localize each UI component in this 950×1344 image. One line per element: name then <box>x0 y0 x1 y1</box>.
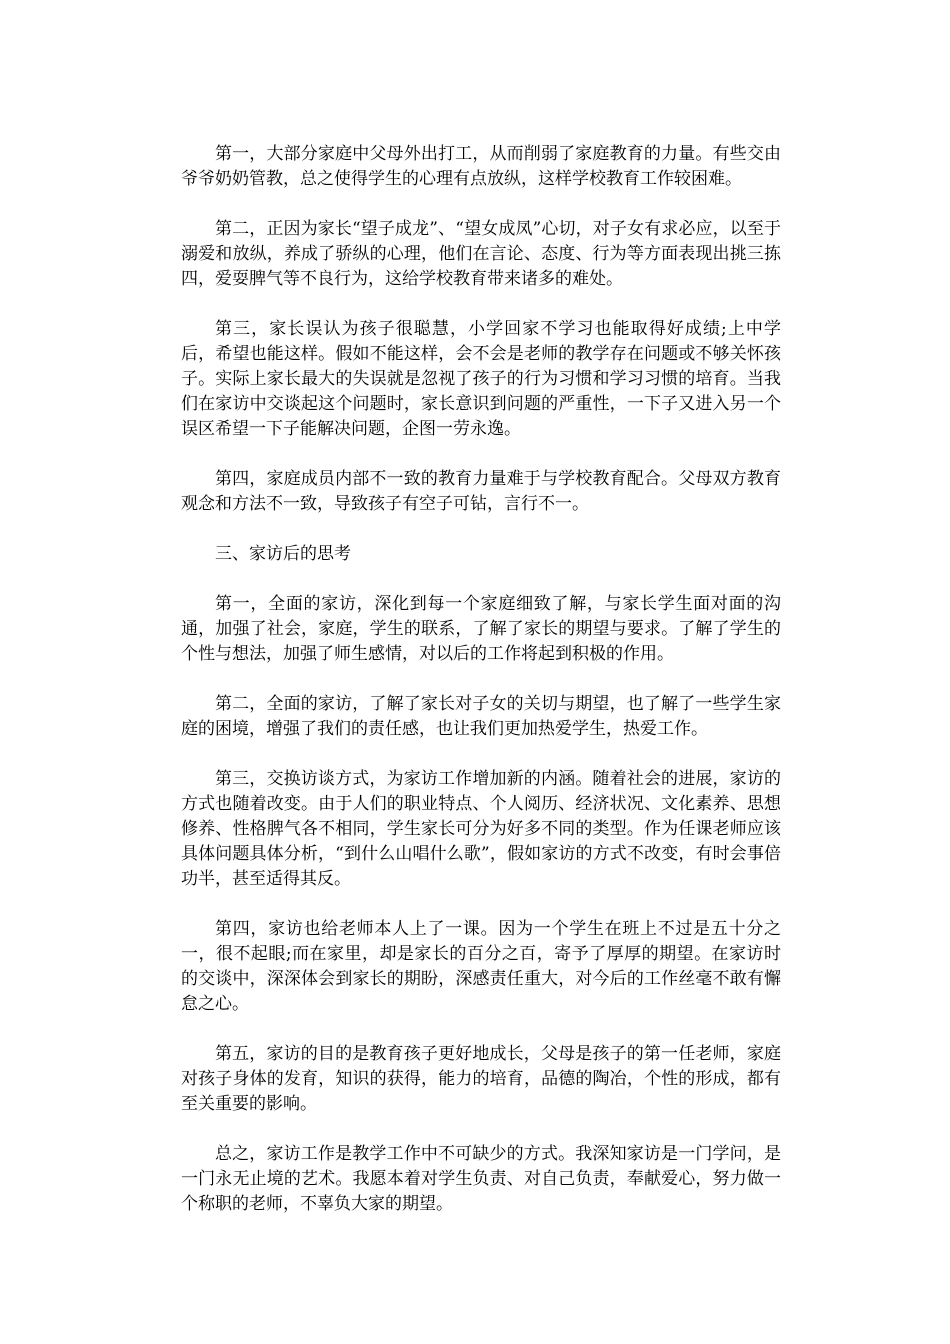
paragraph-reflection-4: 第四，家访也给老师本人上了一课。因为一个学生在班上不过是五十分之一，很不起眼;而在家里，却是家长的百分之百，寄予了厚厚的期望。在家访时的交谈中，深深体会到家长的期盼，深感责任重大，对今后的工作丝毫不敢有懈怠之心。 <box>181 919 781 1014</box>
paragraph-problem-1: 第一，大部分家庭中父母外出打工，从而削弱了家庭教育的力量。有些交由爷爷奶奶管教，总之使得学生的心理有点放纵，这样学校教育工作较困难。 <box>181 144 781 189</box>
paragraph-problem-2: 第二，正因为家长“望子成龙”、“望女成凤”心切，对子女有求必应，以至于溺爱和放纵，养成了骄纵的心理，他们在言论、态度、行为等方面表现出挑三拣四，爱耍脾气等不良行为，这给学校教育带来诸多的难处。 <box>181 219 781 289</box>
paragraph-reflection-5: 第五，家访的目的是教育孩子更好地成长，父母是孩子的第一任老师，家庭对孩子身体的发育，知识的获得，能力的培育，品德的陶冶，个性的形成，都有至关重要的影响。 <box>181 1044 781 1114</box>
paragraph-reflection-1: 第一，全面的家访，深化到每一个家庭细致了解，与家长学生面对面的沟通，加强了社会，家庭，学生的联系，了解了家长的期望与要求。了解了学生的个性与想法，加强了师生感情，对以后的工作将起到积极的作用。 <box>181 594 781 664</box>
paragraph-reflection-3: 第三，交换访谈方式，为家访工作增加新的内涵。随着社会的进展，家访的方式也随着改变。由于人们的职业特点、个人阅历、经济状况、文化素养、思想修养、性格脾气各不相同，学生家长可分为好多不同的类型。作为任课老师应该具体问题具体分析，“到什么山唱什么歌”，假如家访的方式不改变，有时会事倍功半，甚至适得其反。 <box>181 769 781 889</box>
section-heading: 三、家访后的思考 <box>215 544 351 564</box>
paragraph-conclusion: 总之，家访工作是教学工作中不可缺少的方式。我深知家访是一门学问，是一门永无止境的艺术。我愿本着对学生负责、对自己负责，奉献爱心，努力做一个称职的老师，不辜负大家的期望。 <box>181 1144 781 1214</box>
paragraph-problem-4: 第四，家庭成员内部不一致的教育力量难于与学校教育配合。父母双方教育观念和方法不一致，导致孩子有空子可钻，言行不一。 <box>181 469 781 514</box>
paragraph-reflection-2: 第二，全面的家访，了解了家长对子女的关切与期望，也了解了一些学生家庭的困境，增强了我们的责任感，也让我们更加热爱学生，热爱工作。 <box>181 694 781 739</box>
document-body <box>181 142 781 1242</box>
paragraph-problem-3: 第三，家长误认为孩子很聪慧，小学回家不学习也能取得好成绩;上中学后，希望也能这样。假如不能这样，会不会是老师的教学存在问题或不够关怀孩子。实际上家长最大的失误就是忽视了孩子的行为习惯和学习习惯的培育。当我们在家访中交谈起这个问题时，家长意识到问题的严重性，一下子又进入另一个误区希望一下子能解决问题，企图一劳永逸。 <box>181 319 781 439</box>
